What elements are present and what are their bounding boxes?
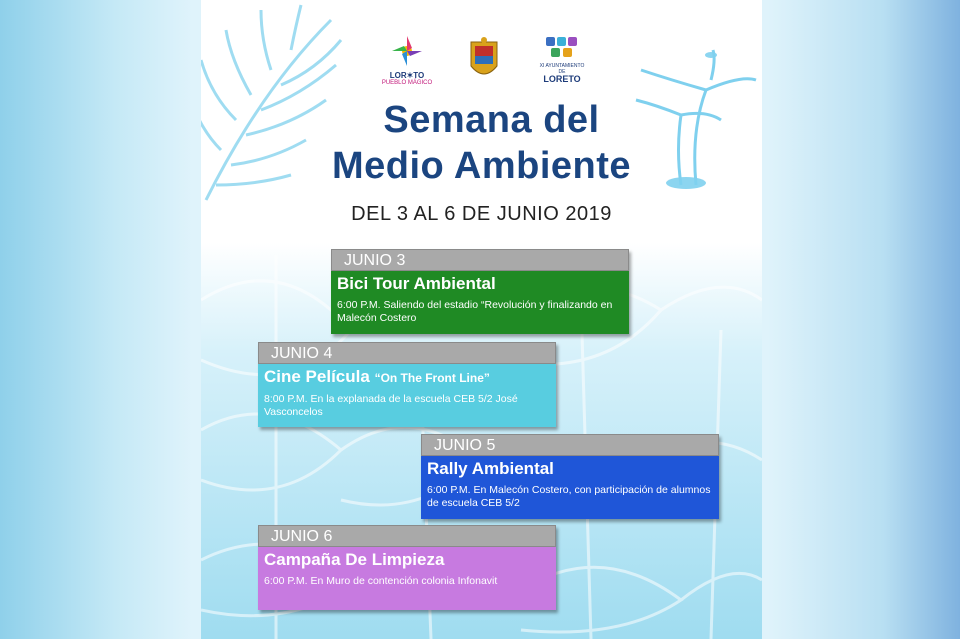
event-body: [421, 456, 719, 519]
shield-icon: [469, 36, 499, 82]
event-card-junio-5: [421, 434, 719, 519]
title-line-2: Medio Ambiente: [331, 145, 632, 187]
date-range: DEL 3 AL 6 DE JUNIO 2019: [351, 203, 612, 225]
event-title-film: “On The Front Line”: [374, 371, 490, 385]
event-title: Bici Tour Ambiental: [337, 274, 496, 293]
ayuntamiento-name: LORETO: [543, 74, 581, 84]
event-description: 8:00 P.M. En la explanada de la escuela CEB 5/2 José Vasconcelos: [264, 393, 518, 418]
event-body: [258, 547, 556, 610]
ayuntamiento-icons: [545, 36, 579, 58]
event-title: Campaña De Limpieza: [264, 550, 445, 569]
title-line-1: Semana del: [383, 99, 600, 141]
ayuntamiento-loreto-logo: [537, 36, 587, 90]
event-card-junio-4: [258, 342, 556, 427]
loreto-pueblo-magico-logo: [379, 36, 435, 90]
poster: [201, 0, 762, 639]
event-date: JUNIO 3: [331, 249, 629, 271]
event-description: 6:00 P.M. En Muro de contención colonia Infonavit: [264, 575, 498, 587]
event-description: 6:00 P.M. Saliendo del estadio “Revolución y finalizando en Malecón Costero: [337, 299, 613, 324]
event-body: [258, 364, 556, 427]
event-title: Rally Ambiental: [427, 459, 554, 478]
event-date: JUNIO 6: [258, 525, 556, 547]
ayuntamiento-label: XI AYUNTAMIENTO DE: [539, 63, 585, 75]
event-body: [331, 271, 629, 334]
event-card-junio-6: [258, 525, 556, 610]
event-description: 6:00 P.M. En Malecón Costero, con participación de alumnos de escuela CEB 5/2: [427, 484, 711, 509]
event-date: JUNIO 5: [421, 434, 719, 456]
event-date: JUNIO 4: [258, 342, 556, 364]
loreto-logo-name: LOR✶TO: [389, 71, 425, 80]
loreto-logo-subtitle: PUEBLO MÁGICO: [381, 80, 433, 86]
event-title-main: Cine Película: [264, 367, 370, 386]
event-card-junio-3: [331, 249, 629, 334]
event-title: [258, 364, 556, 389]
coat-of-arms-logo: [469, 36, 499, 90]
pinwheel-icon: [392, 36, 422, 66]
